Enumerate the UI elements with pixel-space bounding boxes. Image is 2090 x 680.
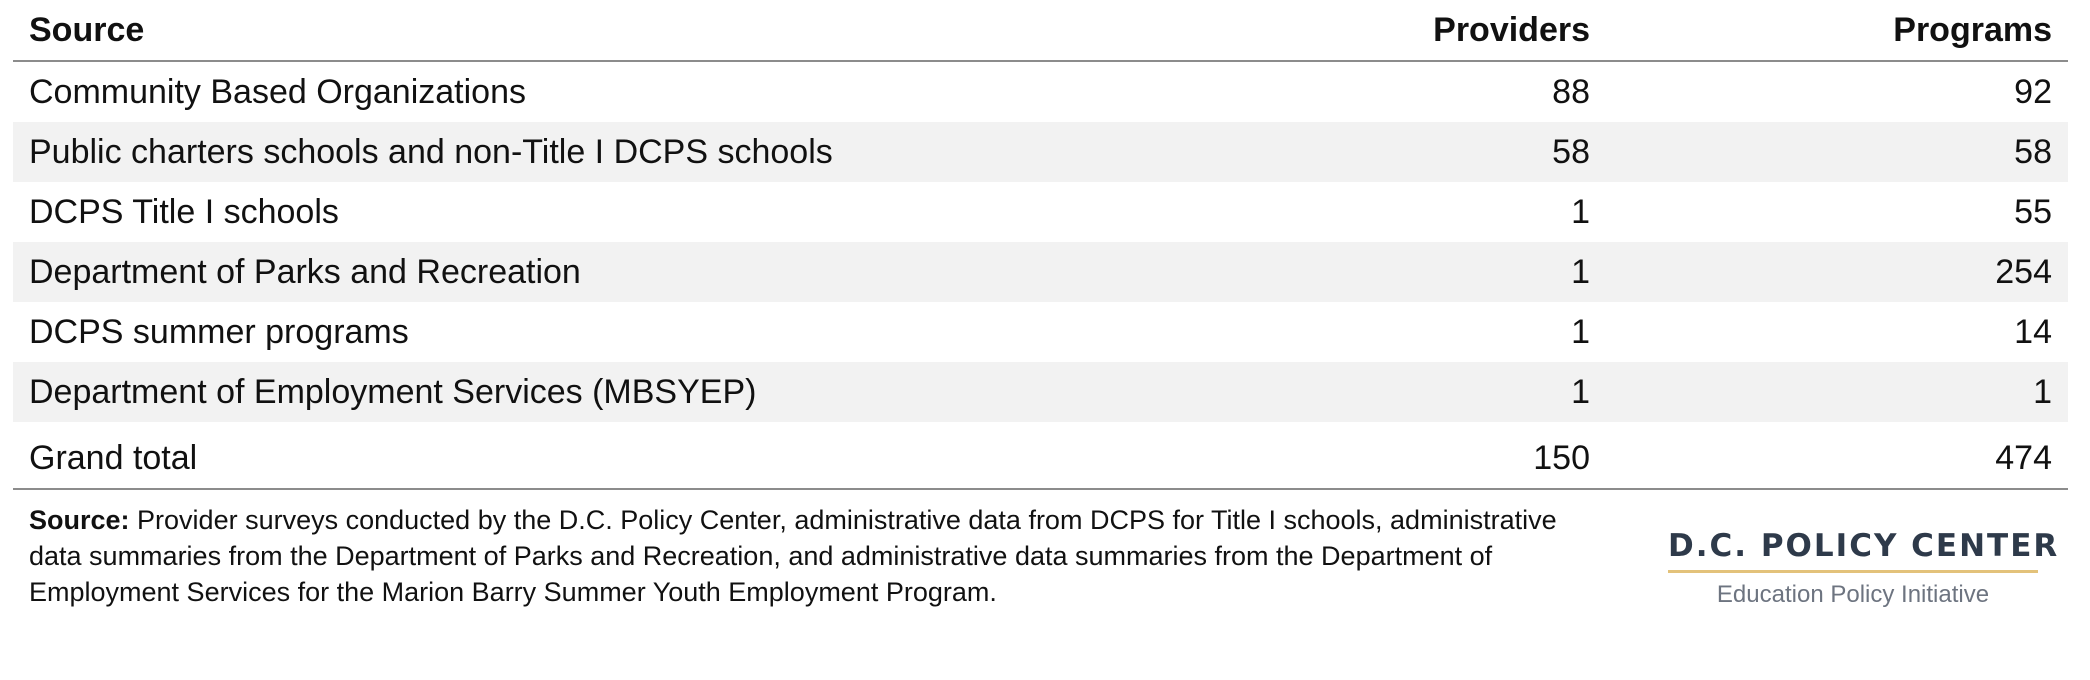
row-programs: 14 <box>2014 312 2052 351</box>
providers-programs-table <box>13 0 2068 490</box>
table-row <box>13 61 2068 122</box>
row-source: DCPS summer programs <box>29 312 409 351</box>
total-providers: 150 <box>1304 428 1606 489</box>
row-source: DCPS Title I schools <box>29 192 339 231</box>
header-row <box>13 0 2068 61</box>
row-source: Community Based Organizations <box>29 72 527 111</box>
total-source: Grand total <box>13 428 1304 489</box>
row-programs: 1 <box>1606 362 2068 422</box>
dc-policy-center-logo <box>1668 528 2060 609</box>
row-providers: 1 <box>1571 312 1590 351</box>
row-providers: 1 <box>1571 192 1590 231</box>
table-row <box>13 302 2068 362</box>
table-row <box>13 182 2068 242</box>
logo-brand: D.C. POLICY CENTER <box>1668 528 2038 573</box>
grand-total-row <box>13 428 2068 489</box>
total-programs: 474 <box>1606 428 2068 489</box>
header-source: Source <box>13 0 1304 61</box>
row-programs: 254 <box>1606 242 2068 302</box>
row-programs: 58 <box>1606 122 2068 182</box>
table-row <box>13 362 2068 422</box>
footnote-label: Source: <box>29 505 130 535</box>
row-providers: 58 <box>1304 122 1606 182</box>
row-programs: 92 <box>2014 72 2052 111</box>
footnote-text: Provider surveys conducted by the D.C. Policy Center, administrative data from DCPS for Title I schools, administrative data summaries from the Department of Parks and Recreation, and administrative data summaries from the Department of Employment Services for the Marion Barry Summer Youth Employment Program. <box>29 505 1557 607</box>
logo-tagline: Education Policy Initiative <box>1716 581 1990 608</box>
row-source: Public charters schools and non-Title I DCPS schools <box>13 122 1304 182</box>
header-providers: Providers <box>1304 0 1606 61</box>
row-providers: 1 <box>1304 362 1606 422</box>
row-providers: 1 <box>1304 242 1606 302</box>
data-table-container <box>13 0 2068 490</box>
row-source: Department of Employment Services (MBSYEP) <box>13 362 1304 422</box>
source-footnote <box>29 502 1569 610</box>
table-row <box>13 242 2068 302</box>
table-row <box>13 122 2068 182</box>
row-source: Department of Parks and Recreation <box>13 242 1304 302</box>
header-programs: Programs <box>1606 0 2068 61</box>
row-providers: 88 <box>1552 72 1590 111</box>
row-programs: 55 <box>2014 192 2052 231</box>
